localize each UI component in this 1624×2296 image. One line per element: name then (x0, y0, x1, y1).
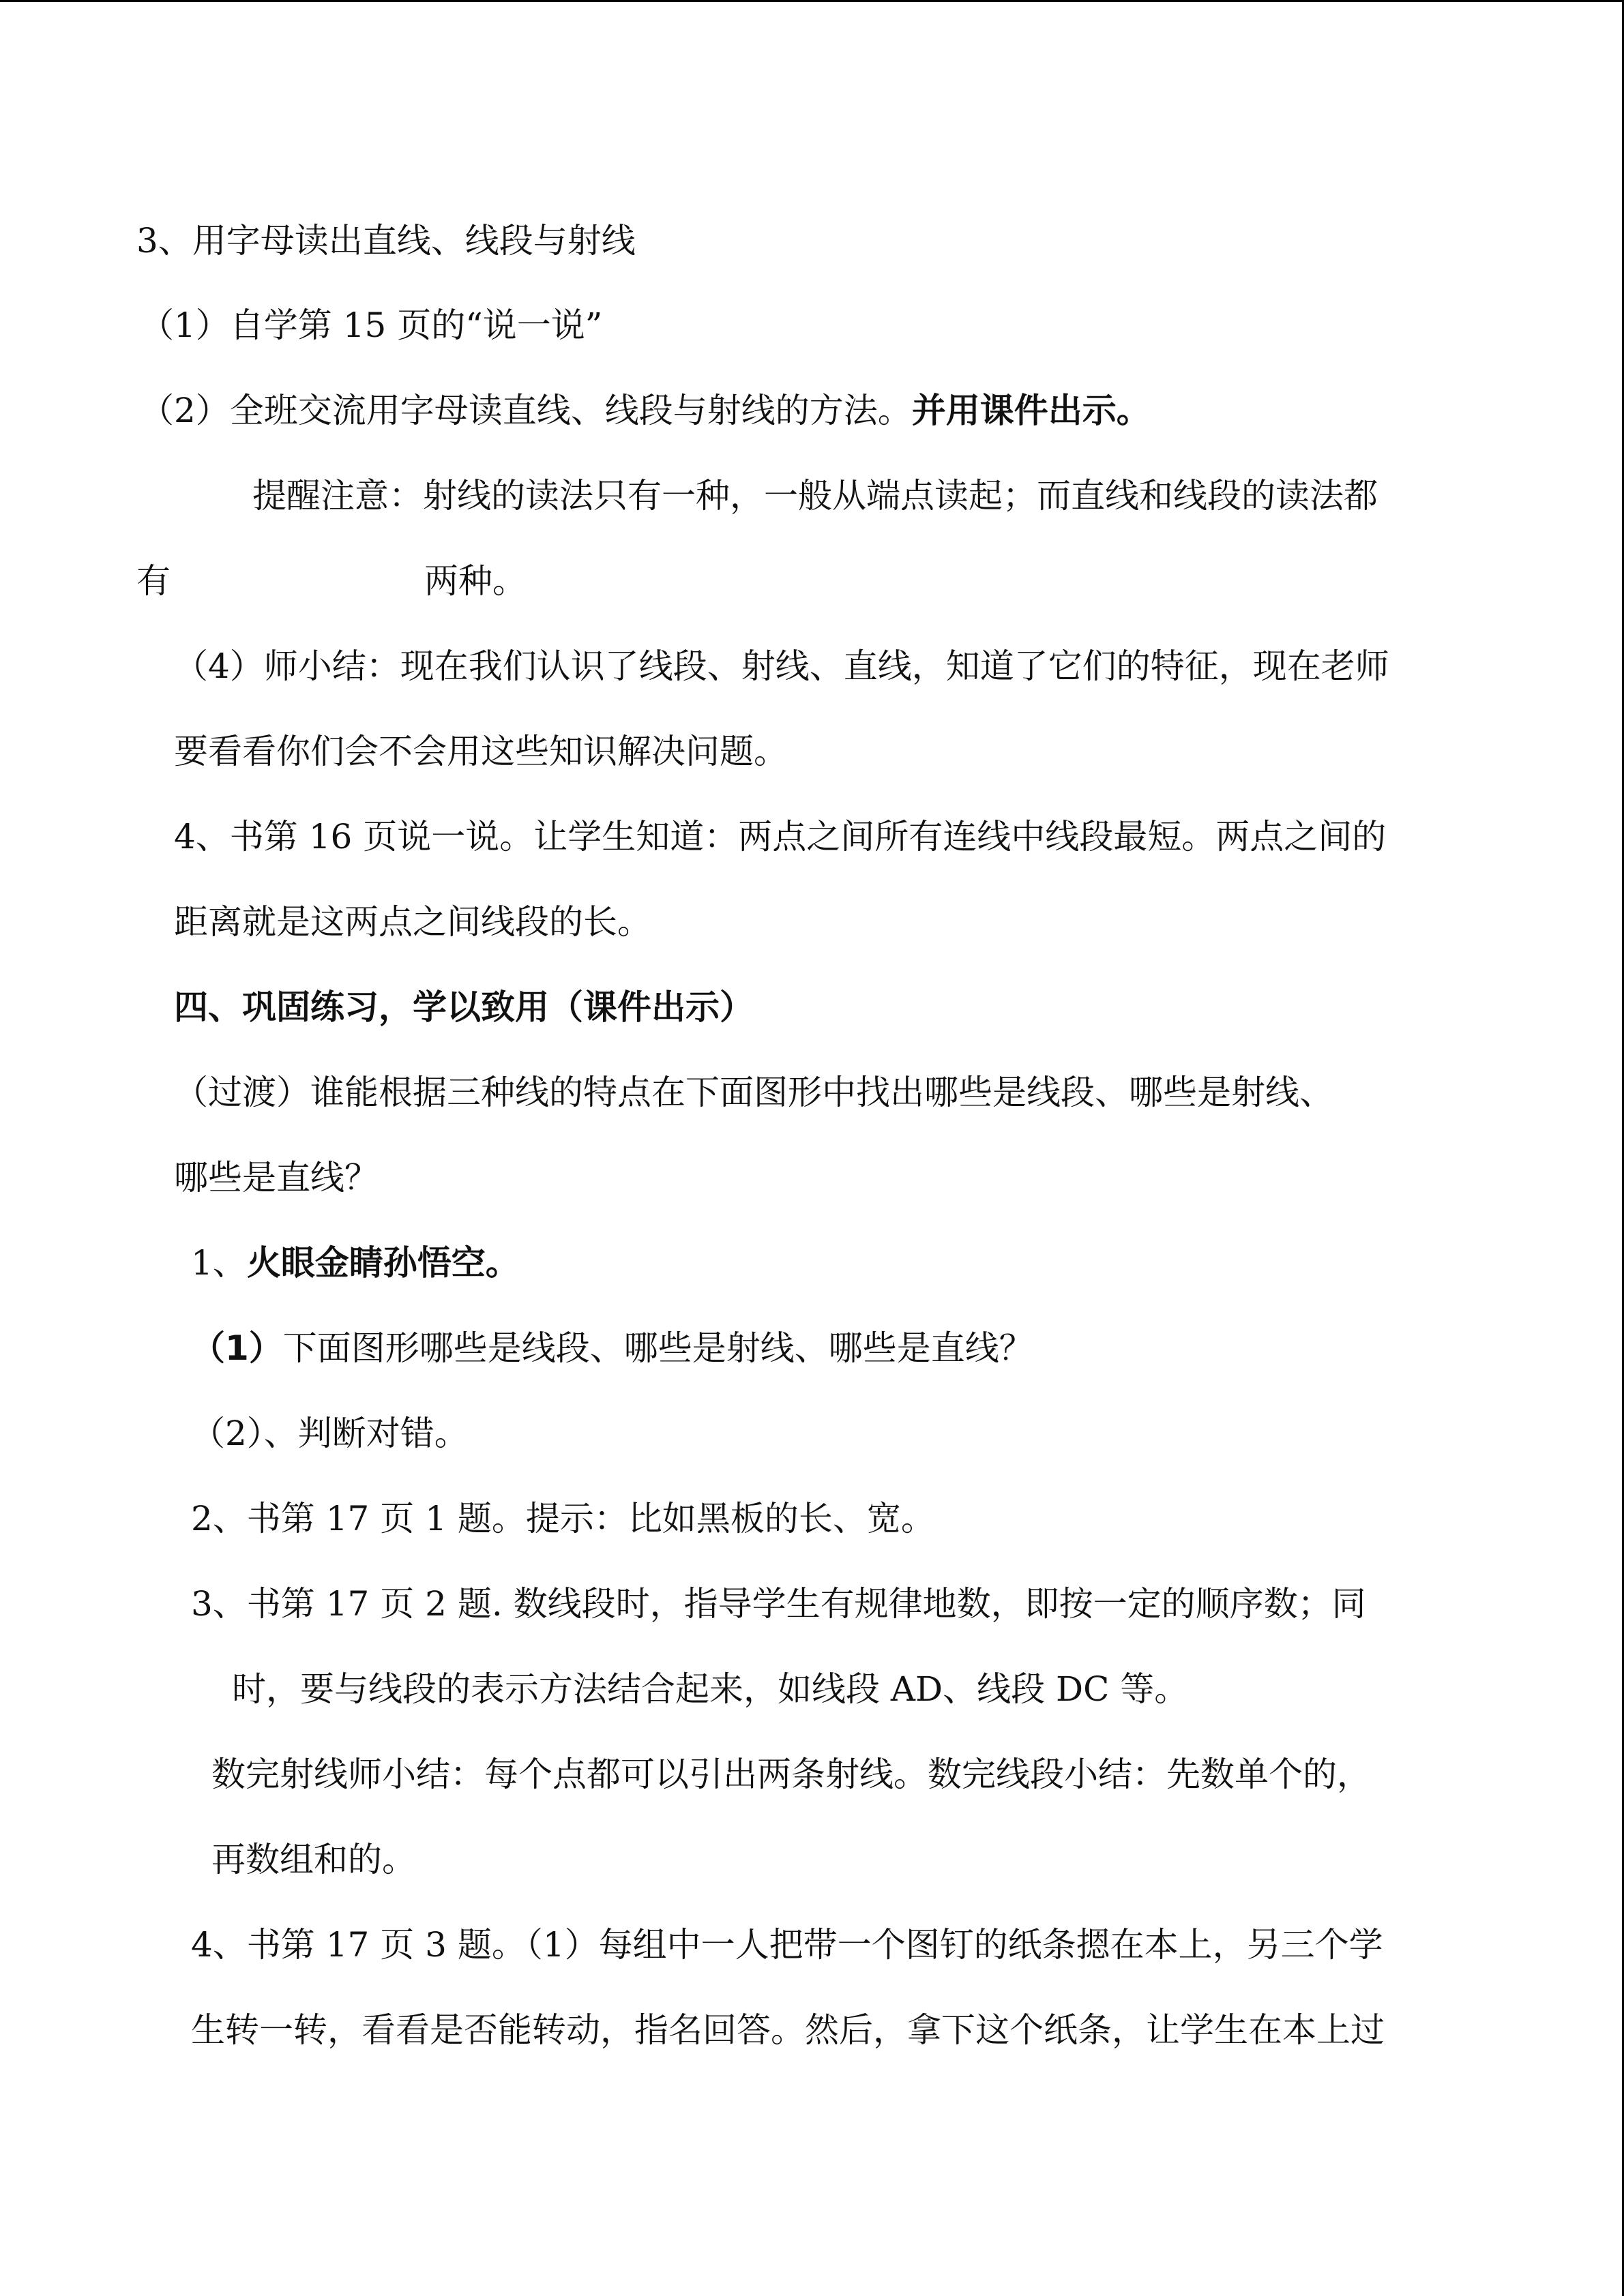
teacher-summary: （4）师小结：现在我们认识了线段、射线、直线，知道了它们的特征，现在老师 (174, 646, 1389, 686)
reminder-note: 提醒注意：射线的读法只有一种，一般从端点读起；而直线和线段的读法都 (252, 476, 1378, 516)
exercise-3: 3、书第 17 页 2 题. 数线段时，指导学生有规律地数，即按一定的顺序数；同 (191, 1584, 1366, 1624)
step-class-discussion-text: （2）全班交流用字母读直线、线段与射线的方法。 (140, 391, 912, 430)
counting-summary: 数完射线师小结：每个点都可以引出两条射线。数完线段小结：先数单个的， (211, 1755, 1371, 1794)
exercise-1-part-2: （2）、判断对错。 (191, 1414, 469, 1453)
exercise-1-title: 火眼金睛孙悟空。 (246, 1243, 520, 1283)
exercise-4-continued: 生转一转，看看是否能转动，指名回答。然后，拿下这个纸条，让学生在本上过 (191, 2010, 1385, 2050)
book-page-16: 4、书第 16 页说一说。让学生知道：两点之间所有连线中线段最短。两点之间的 (174, 817, 1387, 856)
transition-text-continued: 哪些是直线？ (174, 1158, 379, 1197)
teacher-summary-continued: 要看看你们会不会用这些知识解决问题。 (174, 732, 788, 771)
exercise-1-part-1 (191, 1328, 1033, 1369)
page-border-top (0, 0, 1624, 2)
exercise-1-part-1-number: （1） (191, 1328, 283, 1368)
step-class-discussion (140, 390, 1151, 431)
exercise-1 (191, 1242, 520, 1283)
reminder-note-continued-a: 有 (136, 561, 171, 601)
step-class-discussion-emphasis: 并用课件出示。 (911, 391, 1151, 430)
step-self-study: （1）自学第 15 页的“说一说” (140, 305, 603, 345)
exercise-4: 4、书第 17 页 3 题。（1）每组中一人把带一个图钉的纸条摁在本上，另三个学 (191, 1925, 1383, 1965)
section-heading-read-lines: 3、用字母读出直线、线段与射线 (136, 221, 636, 260)
section-heading-practice: 四、巩固练习，学以致用（课件出示） (174, 987, 754, 1027)
reminder-note-continued-b: 两种。 (424, 561, 527, 601)
exercise-3-continued: 时，要与线段的表示方法结合起来，如线段 AD、线段 DC 等。 (232, 1669, 1189, 1709)
exercise-1-number: 1、 (191, 1243, 247, 1283)
book-page-16-continued: 距离就是这两点之间线段的长。 (174, 902, 651, 942)
exercise-1-part-1-text: 下面图形哪些是线段、哪些是射线、哪些是直线？ (282, 1328, 1033, 1368)
transition-text: （过渡）谁能根据三种线的特点在下面图形中找出哪些是线段、哪些是射线、 (174, 1073, 1333, 1112)
counting-summary-continued: 再数组和的。 (211, 1840, 416, 1879)
exercise-2: 2、书第 17 页 1 题。提示：比如黑板的长、宽。 (191, 1499, 935, 1538)
